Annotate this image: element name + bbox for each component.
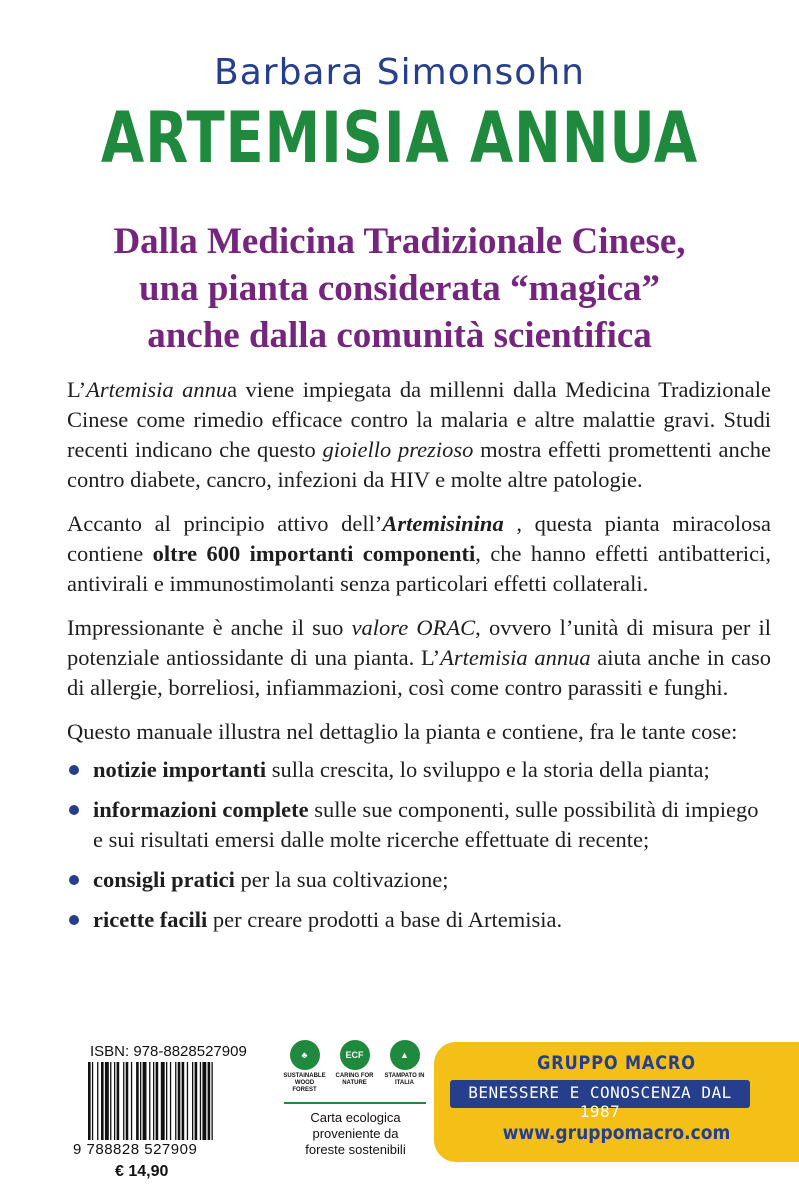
text-bold: oltre 600 importanti componenti (152, 541, 476, 566)
list-item (67, 795, 771, 855)
subtitle-line: Dalla Medicina Tradizionale Cinese, (113, 221, 686, 262)
bullet-dot-icon (69, 915, 79, 925)
bullet-dot-icon (69, 805, 79, 815)
isbn-label: ISBN: 978-8828527909 (90, 1043, 247, 1060)
badge-sustainable (282, 1040, 327, 1094)
divider (284, 1102, 426, 1104)
feature-list (67, 755, 771, 935)
text-line: foreste sostenibili (305, 1142, 406, 1157)
list-item (67, 755, 771, 785)
text-run: per la sua coltivazione; (234, 867, 449, 892)
text-run: Impressionante è anche il suo (67, 615, 352, 640)
italy-map-icon: ▲ (390, 1040, 420, 1070)
barcode-digits: 9 788828 527909 (73, 1141, 198, 1158)
text-run: sulle sue componenti, sulle possibilità di impiego e sui risultati emersi dalle molte ricerche effettuate di recente; (93, 797, 759, 852)
eco-paper-note (283, 1110, 428, 1158)
subtitle-line: anche dalla comunità scientifica (147, 315, 652, 356)
text-bold: informazioni complete (93, 797, 309, 822)
text-italic: valore ORAC (351, 615, 476, 640)
text-run: aiuta anche in caso di allergie, borreliosi, infiammazioni, così come contro parassiti e funghi. (67, 645, 772, 700)
text-bold: ricette facili (93, 907, 208, 932)
text-bold: notizie importanti (93, 757, 267, 782)
barcode-icon (88, 1062, 266, 1140)
text-italic: Artemisia annu (86, 377, 228, 402)
text-bold: consigli pratici (93, 867, 235, 892)
subtitle-line: una pianta considerata “magica” (138, 268, 661, 309)
publisher-name: GRUPPO MACRO (537, 1052, 696, 1074)
bullet-dot-icon (69, 765, 79, 775)
badge-caption: STAMPATO IN ITALIA (384, 1073, 425, 1086)
blurb-body (67, 375, 771, 945)
list-item (67, 905, 771, 935)
text-bold-italic: Artemisinina (382, 511, 504, 536)
eco-badges (282, 1040, 427, 1106)
bullet-dot-icon (69, 875, 79, 885)
text-run: per creare prodotti a base di Artemisia. (207, 907, 563, 932)
paragraph-3 (67, 613, 771, 703)
text-run: sulla crescita, lo sviluppo e la storia della pianta; (266, 757, 710, 782)
text-run: mostra effetti promettenti anche contro diabete, cancro, infezioni da HIV e molte altre patologie. (67, 437, 771, 492)
badge-caption: CARING FOR NATURE (335, 1073, 374, 1086)
paragraph-1 (67, 375, 771, 495)
text-italic: gioiello prezioso (322, 437, 474, 462)
badge-ecf (332, 1040, 377, 1087)
badge-italia (382, 1040, 427, 1087)
text-line: proveniente da (312, 1126, 399, 1141)
publisher-url: www.gruppomacro.com (502, 1122, 731, 1144)
publisher-slogan: BENESSERE E CONOSCENZA DAL 1987 (468, 1083, 732, 1121)
paragraph-4: Questo manuale illustra nel dettaglio la pianta e contiene, fra le tante cose: (67, 719, 738, 744)
text-run: a viene impiegata da millenni dalla Medicina Tradizionale Cinese come rimedio efficace contro la malaria e altre malattie gravi. Studi recenti indicano che questo (67, 377, 771, 462)
badge-caption: SUSTAINABLE WOOD FOREST (283, 1073, 326, 1093)
ecf-icon: ECF (340, 1040, 370, 1070)
text-run: , che hanno effetti antibatterici, antivirali e immunostimolanti senza particolari effetti collaterali. (67, 541, 771, 596)
text-line: Carta ecologica (310, 1110, 401, 1125)
tree-icon: ♣ (290, 1040, 320, 1070)
price: € 14,90 (115, 1163, 169, 1180)
text-run: Accanto al principio attivo dell’ (67, 511, 383, 536)
book-subtitle (40, 218, 759, 359)
text-run: , questa pianta miracolosa contiene (67, 511, 771, 566)
author-name: Barbara Simonsohn (214, 52, 585, 93)
text-run: L’ (67, 377, 87, 402)
paragraph-2 (67, 509, 771, 599)
text-run: , ovvero l’unità di misura per il potenziale antiossidante di una pianta. L’ (67, 615, 772, 670)
text-italic: Artemisia annua (440, 645, 591, 670)
list-item (67, 865, 771, 895)
book-title: ARTEMISIA ANNUA (100, 97, 699, 179)
